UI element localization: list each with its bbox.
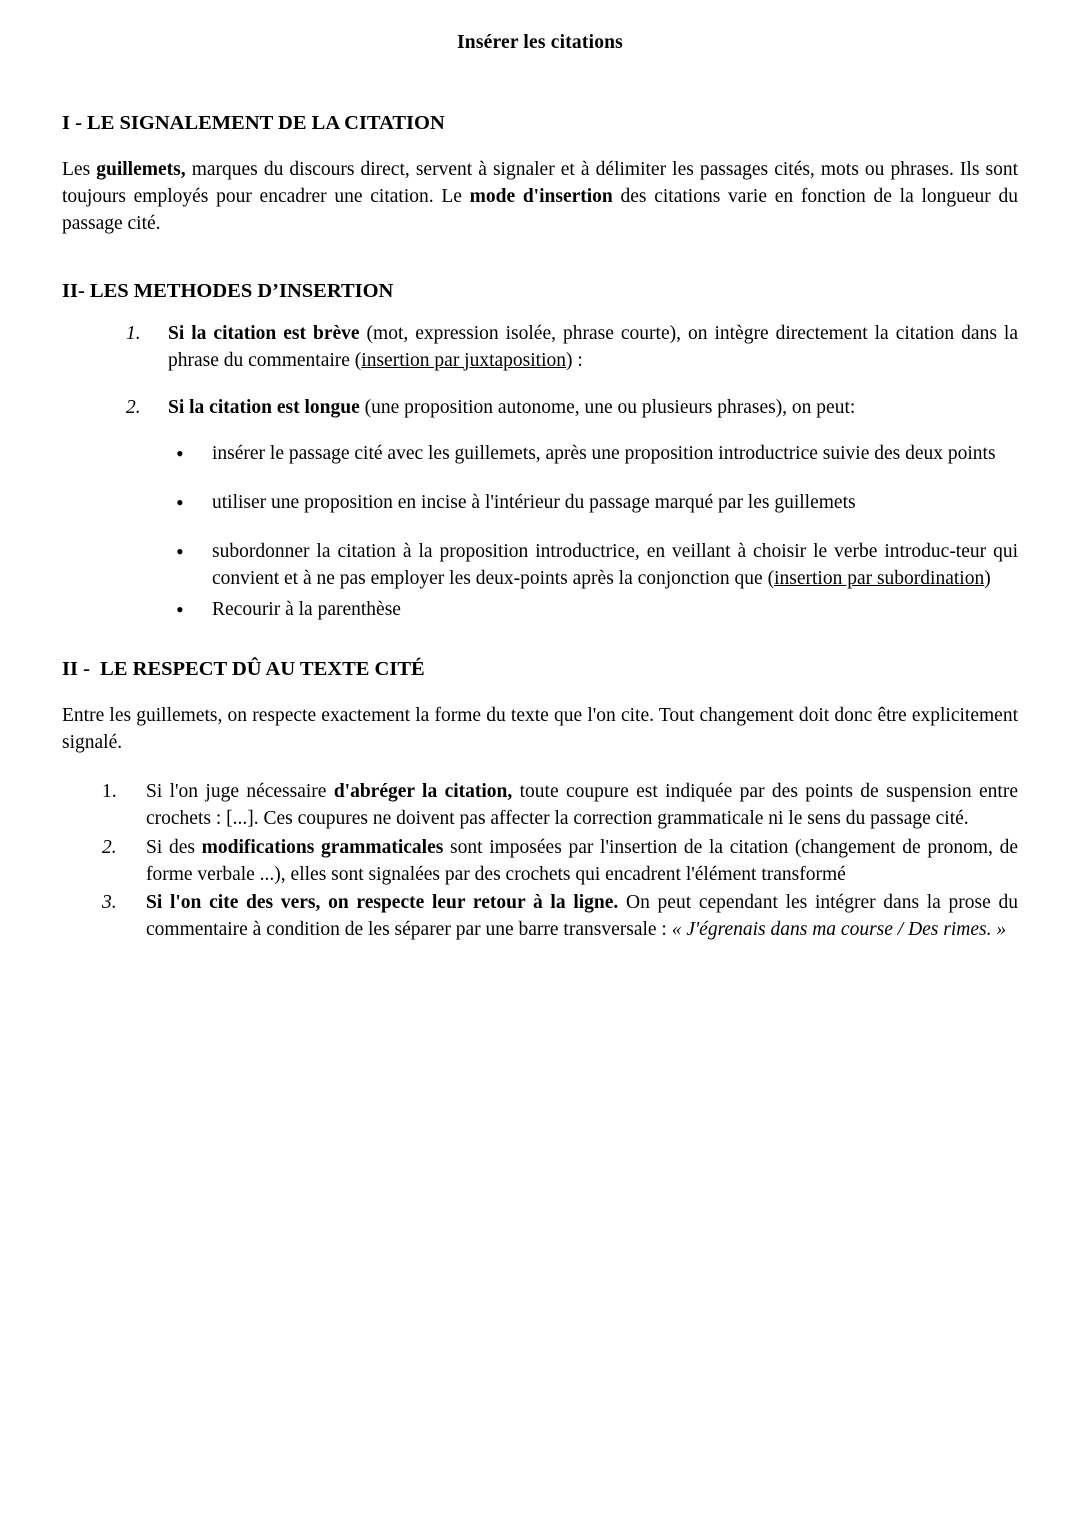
bullet-icon: •: [176, 597, 184, 623]
list-item: [126, 321, 1018, 375]
paragraph-signalement: [62, 157, 1018, 238]
paragraph-respect: Entre les guillemets, on respecte exactement la forme du texte que l'on cite. Tout changement doit donc être explicitement signalé.: [62, 704, 1018, 753]
list-item-bold: Si l'on cite des vers, on respecte leur retour à la ligne.: [146, 892, 619, 914]
section-heading-signalement: I - LE SIGNALEMENT DE LA CITATION: [62, 112, 445, 134]
text-fragment: (mot, expression isolée, phrase courte), on intègre directement la citation dans la phrase du commentaire (: [168, 322, 1018, 371]
list-respect-texte: [62, 779, 1018, 944]
underlined-term: insertion par juxtaposition: [361, 349, 567, 371]
list-item: [172, 441, 1018, 468]
list-item: [102, 779, 1018, 833]
list-marker: 2.: [126, 396, 141, 418]
bold-mode-insertion: mode d'insertion: [469, 185, 613, 207]
list-item: [172, 490, 1018, 517]
bullet-icon: •: [176, 490, 184, 516]
section-heading-text: LE RESPECT DÛ AU TEXTE CITÉ: [100, 657, 425, 680]
list-marker: 1.: [102, 780, 117, 802]
page-title: Insérer les citations: [457, 32, 623, 53]
text-fragment: Si l'on juge nécessaire: [146, 780, 334, 802]
section-numeral: II -: [62, 657, 90, 680]
list-item: [102, 835, 1018, 889]
list-methodes-insertion: [62, 321, 1018, 422]
underlined-term: insertion par subordination: [774, 568, 985, 590]
bullet-icon: •: [176, 539, 184, 565]
list-item: [126, 395, 1018, 422]
text-fragment: Les: [62, 159, 97, 180]
text-fragment: insérer le passage cité avec les guillemets, après une proposition introductrice suivie des deux points: [212, 443, 996, 465]
quoted-verse: « J'égrenais dans ma course / Des rimes. »: [671, 919, 1007, 941]
text-fragment: marques du discours direct, servent à signaler et à délimiter les passages cités, mots ou phrases. Ils sont toujours employés pour encadrer une citation. Le: [62, 159, 1019, 207]
list-marker: 1.: [126, 322, 141, 344]
text-fragment: (une proposition autonome, une ou plusieurs phrases), on peut:: [359, 396, 856, 418]
section-heading-methodes: II- LES METHODES D’INSERTION: [62, 279, 394, 302]
list-marker: 3.: [102, 892, 117, 914]
text-fragment: ): [984, 568, 991, 590]
text-fragment: sont imposées par l'insertion de la citation (changement de pronom, de forme verbale ...), elles sont signalées par des crochets qui encadrent l'élément transformé: [146, 836, 1018, 885]
list-marker: 2.: [102, 836, 117, 858]
list-item-bold: Si la citation est brève: [168, 322, 360, 344]
section-heading-respect: [62, 658, 1018, 681]
list-item: [102, 890, 1018, 944]
list-item-bold: d'abréger la citation,: [333, 780, 513, 802]
list-item: [172, 539, 1018, 593]
list-item: [172, 597, 1018, 624]
text-fragment: utiliser une proposition en incise à l'intérieur du passage marqué par les guillemets: [212, 492, 856, 514]
list-item-bold: Si la citation est longue: [168, 396, 360, 418]
bullet-icon: •: [176, 441, 184, 467]
list-item-bold: modifications grammaticales: [201, 836, 444, 858]
text-fragment: Recourir à la parenthèse: [212, 599, 401, 621]
text-fragment: On peut cependant les intégrer dans la prose du commentaire à condition de les séparer par une barre transversale :: [146, 892, 1018, 941]
text-fragment: Si des: [146, 836, 202, 858]
text-fragment: toute coupure est indiquée par des points de suspension entre crochets : [...]. Ces coupures ne doivent pas affecter la correction grammaticale ni le sens du passage cité.: [146, 780, 1018, 829]
text-fragment: des citations varie en fonction de la longueur du passage cité.: [62, 185, 1018, 234]
text-fragment: ) :: [566, 349, 583, 371]
text-fragment: subordonner la citation à la proposition introductrice, en veillant à choisir le verbe introduc-teur qui convient et à ne pas employer les deux-points après la conjonction que (: [212, 541, 1018, 590]
bullet-list-methodes: [62, 441, 1018, 624]
bold-guillemets: guillemets,: [96, 159, 186, 180]
